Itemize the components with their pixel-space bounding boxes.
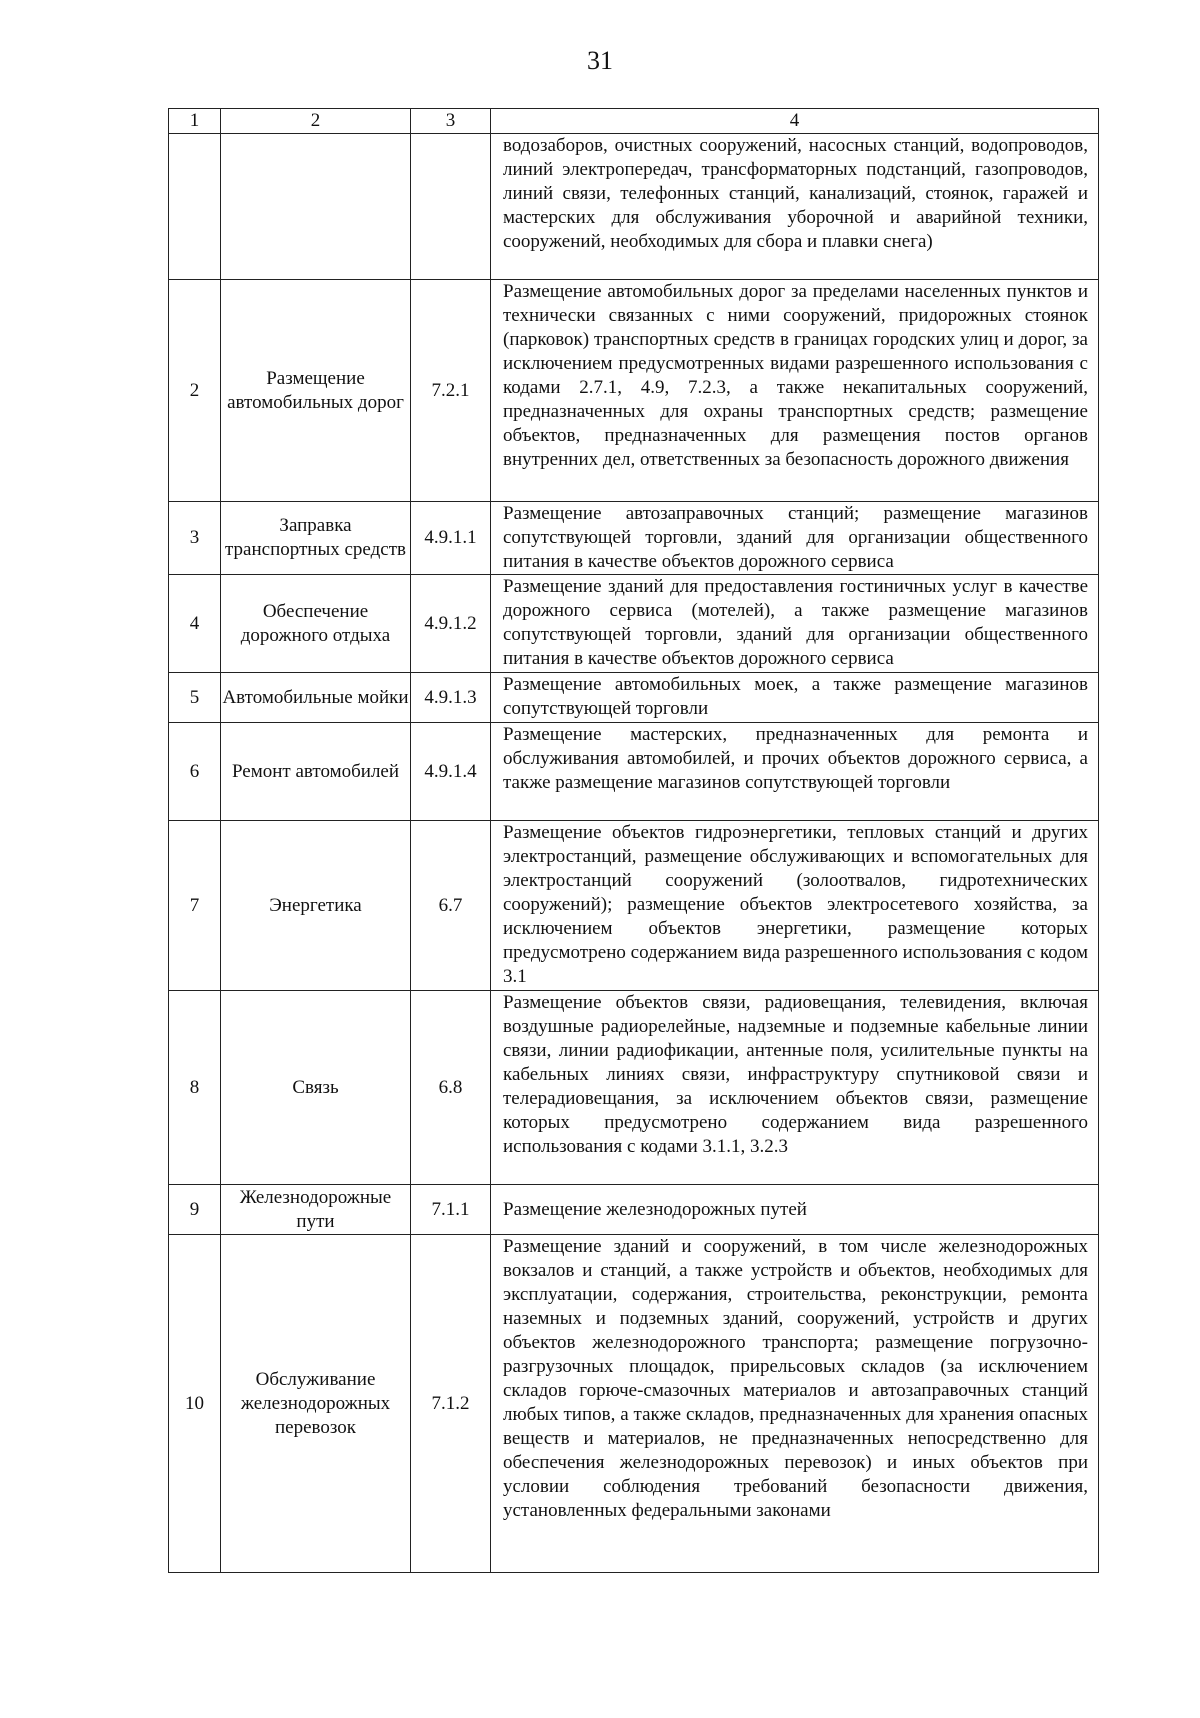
row-description: Размещение мастерских, предназначенных для ремонта и обслуживания автомобилей, и прочих объектов дорожного сервиса, а также размещение магазинов сопутствующей торговли <box>491 723 1099 821</box>
row-name: Энергетика <box>221 821 411 991</box>
row-description: Размещение объектов гидроэнергетики, тепловых станций и других электростанций, размещение обслуживающих и вспомогательных для электростанций сооружений (золоотвалов, гидротехнических сооружений); размещение объектов электросетевого хозяйства, за исключением объектов энергетики, размещение которых предусмотрено содержанием вида разрешенного использования с кодом 3.1 <box>491 821 1099 991</box>
row-number: 2 <box>169 280 221 502</box>
row-code <box>411 134 491 280</box>
row-name: Обслуживание железнодорожных перевозок <box>221 1235 411 1573</box>
table-row <box>169 821 1099 991</box>
row-number: 8 <box>169 991 221 1185</box>
row-name: Ремонт автомобилей <box>221 723 411 821</box>
row-description: Размещение зданий и сооружений, в том числе железнодорожных вокзалов и станций, а также устройств и объектов, необходимых для эксплуатации, содержания, строительства, реконструкции, ремонта наземных и подземных зданий, сооружений, устройств и других объектов железнодорожного транспорта; размещение погрузочно-разгрузочных площадок, прирельсовых складов (за исключением складов горюче-смазочных материалов и автозаправочных станций любых типов, а также складов, предназначенных для хранения опасных веществ и материалов, не предназначенных непосредственно для обеспечения железнодорожных перевозок) и иных объектов при условии соблюдения требований безопасности движения, установленных федеральными законами <box>491 1235 1099 1573</box>
row-name: Связь <box>221 991 411 1185</box>
row-code: 7.2.1 <box>411 280 491 502</box>
row-description: Размещение железнодорожных путей <box>491 1185 1099 1235</box>
header-cell-4: 4 <box>491 109 1099 134</box>
row-number: 7 <box>169 821 221 991</box>
row-number: 5 <box>169 673 221 723</box>
row-description: Размещение автозаправочных станций; размещение магазинов сопутствующей торговли, зданий для организации общественного питания в качестве объектов дорожного сервиса <box>491 502 1099 575</box>
row-name: Обеспечение дорожного отдыха <box>221 575 411 673</box>
row-description: водозаборов, очистных сооружений, насосных станций, водопроводов, линий электропередач, трансформаторных подстанций, газопроводов, линий связи, телефонных станций, канализаций, стоянок, гаражей и мастерских для обслуживания уборочной и аварийной техники, сооружений, необходимых для сбора и плавки снега) <box>491 134 1099 280</box>
row-code: 7.1.2 <box>411 1235 491 1573</box>
table-row <box>169 1235 1099 1573</box>
row-description: Размещение автомобильных моек, а также размещение магазинов сопутствующей торговли <box>491 673 1099 723</box>
header-cell-3: 3 <box>411 109 491 134</box>
row-number <box>169 134 221 280</box>
table-row <box>169 991 1099 1185</box>
table-header-row <box>169 109 1099 134</box>
table-row <box>169 673 1099 723</box>
row-number: 9 <box>169 1185 221 1235</box>
row-number: 3 <box>169 502 221 575</box>
row-code: 7.1.1 <box>411 1185 491 1235</box>
table-row <box>169 502 1099 575</box>
row-description: Размещение объектов связи, радиовещания, телевидения, включая воздушные радиорелейные, надземные и подземные кабельные линии связи, линии радиофикации, антенные поля, усилительные пункты на кабельных линиях связи, инфраструктуру спутниковой связи и телерадиовещания, за исключением объектов связи, размещение которых предусмотрено содержанием вида разрешенного использования с кодами 3.1.1, 3.2.3 <box>491 991 1099 1185</box>
row-code: 4.9.1.4 <box>411 723 491 821</box>
table-row <box>169 280 1099 502</box>
header-cell-1: 1 <box>169 109 221 134</box>
row-number: 6 <box>169 723 221 821</box>
row-description: Размещение зданий для предоставления гостиничных услуг в качестве дорожного сервиса (мотелей), а также размещение магазинов сопутствующей торговли, зданий для организации общественного питания в качестве объектов дорожного сервиса <box>491 575 1099 673</box>
row-name: Размещение автомобильных дорог <box>221 280 411 502</box>
row-code: 4.9.1.1 <box>411 502 491 575</box>
header-cell-2: 2 <box>221 109 411 134</box>
row-description: Размещение автомобильных дорог за пределами населенных пунктов и технически связанных с ними сооружений, придорожных стоянок (парковок) транспортных средств в границах городских улиц и дорог, за исключением предусмотренных видами разрешенного использования с кодами 2.7.1, 4.9, 7.2.3, а также некапитальных сооружений, предназначенных для охраны транспортных средств; размещение объектов, предназначенных для размещения постов органов внутренних дел, ответственных за безопасность дорожного движения <box>491 280 1099 502</box>
row-name: Автомобильные мойки <box>221 673 411 723</box>
row-code: 6.7 <box>411 821 491 991</box>
table-row <box>169 1185 1099 1235</box>
row-name <box>221 134 411 280</box>
table-row <box>169 575 1099 673</box>
table-row <box>169 134 1099 280</box>
row-code: 4.9.1.3 <box>411 673 491 723</box>
row-code: 4.9.1.2 <box>411 575 491 673</box>
row-number: 10 <box>169 1235 221 1573</box>
row-code: 6.8 <box>411 991 491 1185</box>
row-name: Железнодорожные пути <box>221 1185 411 1235</box>
land-use-table <box>168 108 1099 1573</box>
row-name: Заправка транспортных средств <box>221 502 411 575</box>
page-number: 31 <box>587 46 613 75</box>
row-number: 4 <box>169 575 221 673</box>
table-row <box>169 723 1099 821</box>
